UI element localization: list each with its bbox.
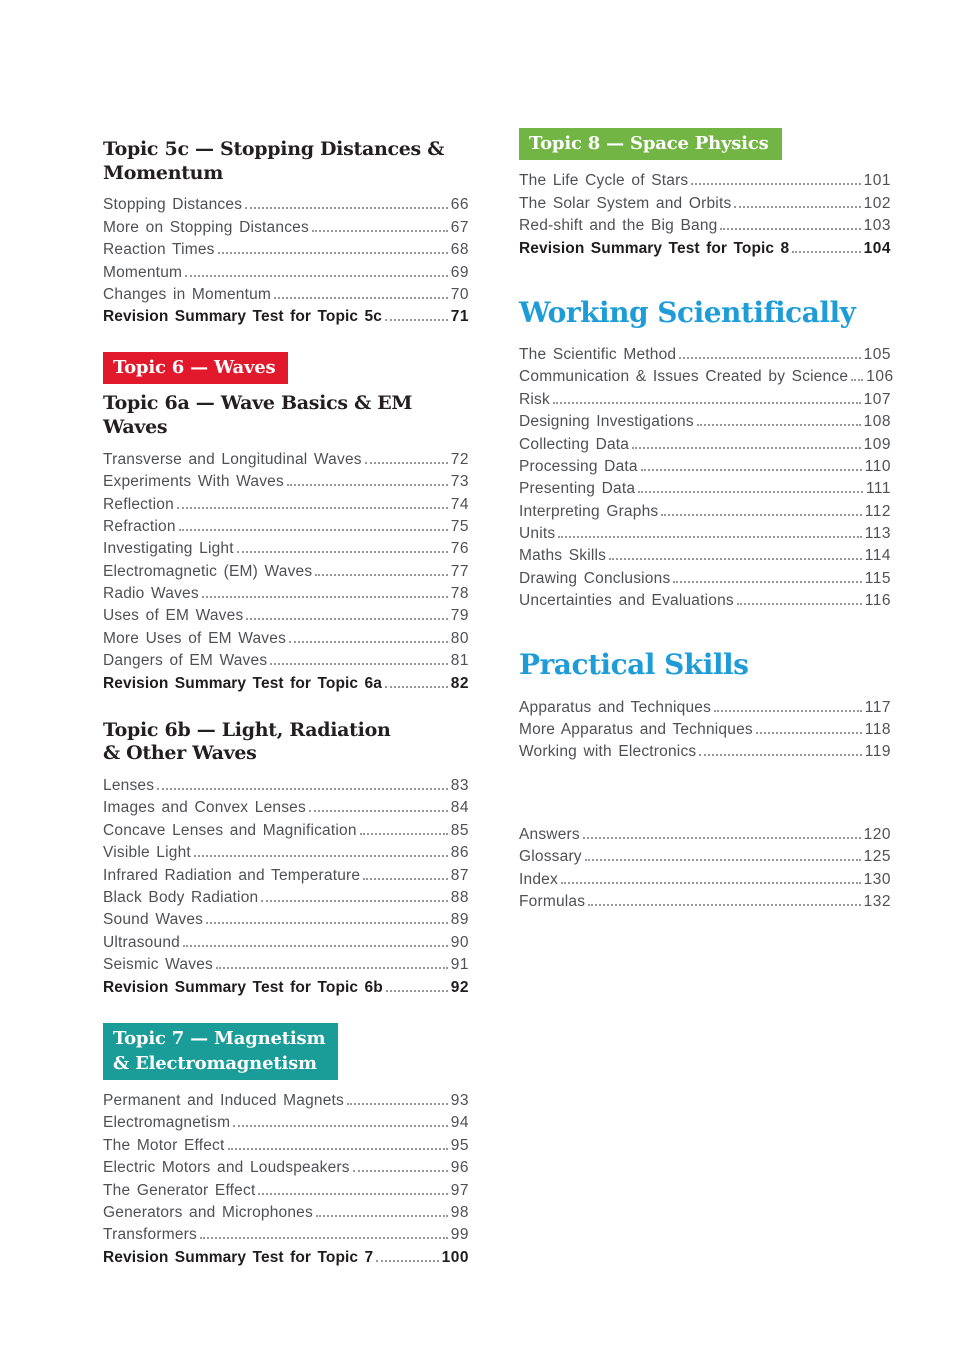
toc-entry (519, 454, 891, 476)
entry-title: Permanent and Induced Magnets (103, 1091, 345, 1109)
entry-page-number: 99 (450, 1226, 469, 1244)
entry-page-number: 72 (450, 450, 469, 468)
entry-title: Stopping Distances (103, 196, 243, 214)
toc-entry (103, 817, 469, 839)
heading-line: & Other Waves (103, 742, 257, 765)
dotted-leader (376, 1260, 438, 1262)
dotted-leader (720, 228, 860, 230)
entry-page-number: 98 (450, 1203, 469, 1221)
dotted-leader (347, 1103, 448, 1105)
entry-title: Risk (519, 390, 550, 408)
dotted-leader (756, 732, 862, 734)
entry-title: Red-shift and the Big Bang (519, 217, 718, 235)
entry-page-number: 80 (450, 629, 469, 647)
dotted-leader (588, 904, 860, 906)
dotted-leader (315, 574, 447, 576)
dotted-leader (661, 514, 861, 516)
toc-entry (103, 1200, 469, 1222)
entry-title: Infrared Radiation and Temperature (103, 866, 361, 884)
dotted-leader (641, 469, 862, 471)
entry-page-number: 103 (863, 217, 891, 235)
entry-title: Revision Summary Test for Topic 6a (103, 674, 382, 692)
dotted-leader (194, 855, 448, 857)
toc-entry-group (103, 773, 469, 997)
heading-line: Practical Skills (519, 648, 749, 682)
dotted-leader (734, 206, 860, 208)
entry-title: Lenses (103, 777, 155, 795)
entry-page-number: 100 (441, 1248, 469, 1266)
dotted-leader (261, 900, 447, 902)
entry-page-number: 109 (863, 435, 891, 453)
entry-title: The Motor Effect (103, 1136, 225, 1154)
entry-title: Visible Light (103, 844, 191, 862)
toc-entry (103, 491, 469, 513)
toc-entry (103, 214, 469, 236)
toc-entry (103, 862, 469, 884)
dotted-leader (561, 882, 861, 884)
entry-page-number: 79 (450, 607, 469, 625)
entry-title: Generators and Microphones (103, 1203, 313, 1221)
entry-page-number: 130 (863, 870, 891, 888)
dotted-leader (714, 710, 862, 712)
entry-page-number: 68 (450, 241, 469, 259)
toc-entry (519, 694, 891, 716)
entry-title: Concave Lenses and Magnification (103, 821, 357, 839)
toc-entry (103, 469, 469, 491)
entry-page-number: 101 (863, 172, 891, 190)
entry-page-number: 75 (450, 517, 469, 535)
heading-line: Topic 6 — Waves (113, 357, 276, 379)
entry-page-number: 91 (450, 956, 469, 974)
toc-entry (103, 773, 469, 795)
toc-entry (103, 795, 469, 817)
entry-title: Electromagnetic (EM) Waves (103, 562, 313, 580)
topic-banner (103, 1023, 338, 1080)
toc-entry (519, 521, 891, 543)
dotted-leader (157, 788, 448, 790)
entry-page-number: 95 (450, 1136, 469, 1154)
entry-title: Changes in Momentum (103, 285, 272, 303)
dotted-leader (737, 603, 862, 605)
entry-title: Reaction Times (103, 241, 215, 259)
entry-page-number: 114 (864, 547, 891, 565)
toc-entry (103, 259, 469, 281)
toc-entry (103, 974, 469, 996)
entry-page-number: 97 (450, 1181, 469, 1199)
entry-page-number: 89 (450, 911, 469, 929)
dotted-leader (360, 833, 448, 835)
heading-line: Topic 8 — Space Physics (529, 133, 769, 154)
entry-page-number: 81 (450, 652, 469, 670)
entry-title: More Apparatus and Techniques (519, 721, 753, 739)
entry-title: Transverse and Longitudinal Waves (103, 450, 362, 468)
entry-title: Ultrasound (103, 933, 180, 951)
entry-title: Revision Summary Test for Topic 8 (519, 239, 790, 257)
dotted-leader (185, 275, 448, 277)
dotted-leader (385, 686, 448, 688)
entry-page-number: 85 (450, 821, 469, 839)
toc-entry (519, 717, 891, 739)
entry-title: The Solar System and Orbits (519, 194, 732, 212)
toc-entry-group (519, 821, 891, 911)
topic-heading (103, 719, 469, 766)
dotted-leader (553, 402, 861, 404)
dotted-leader (177, 507, 448, 509)
topic-heading (103, 392, 469, 439)
entry-title: Electric Motors and Loudspeakers (103, 1159, 350, 1177)
dotted-leader (697, 424, 861, 426)
entry-title: Seismic Waves (103, 956, 213, 974)
dotted-leader (289, 641, 448, 643)
dotted-leader (206, 922, 448, 924)
entry-page-number: 90 (450, 933, 469, 951)
toc-entry (519, 342, 891, 364)
dotted-leader (558, 536, 861, 538)
toc-entry (103, 237, 469, 259)
toc-entry (103, 885, 469, 907)
entry-title: Reflection (103, 495, 174, 513)
toc-entry (103, 514, 469, 536)
dotted-leader (287, 484, 448, 486)
entry-page-number: 86 (450, 844, 469, 862)
dotted-leader (246, 618, 447, 620)
entry-page-number: 73 (450, 473, 469, 491)
toc-entry (519, 889, 891, 911)
heading-line: Topic 6b — Light, Radiation (103, 718, 391, 741)
left-column (103, 128, 469, 1360)
toc-entry-group (103, 192, 469, 326)
entry-page-number: 69 (450, 263, 469, 281)
entry-page-number: 78 (450, 585, 469, 603)
entry-title: The Scientific Method (519, 345, 677, 363)
toc-entry (519, 866, 891, 888)
toc-entry (519, 386, 891, 408)
toc-entry (103, 1222, 469, 1244)
entry-title: Revision Summary Test for Topic 5c (103, 308, 382, 326)
entry-title: Sound Waves (103, 911, 204, 929)
entry-title: The Generator Effect (103, 1181, 256, 1199)
entry-title: Electromagnetism (103, 1114, 231, 1132)
toc-entry (519, 409, 891, 431)
dotted-leader (237, 551, 448, 553)
toc-entry (103, 1132, 469, 1154)
dotted-leader (385, 319, 448, 321)
dotted-leader (679, 357, 860, 359)
dotted-leader (202, 596, 448, 598)
dotted-leader (179, 529, 448, 531)
entry-title: Uses of EM Waves (103, 607, 244, 625)
toc-entry (103, 603, 469, 625)
entry-title: Images and Convex Lenses (103, 799, 306, 817)
toc-entry (519, 213, 891, 235)
entry-page-number: 110 (864, 457, 891, 475)
entry-page-number: 106 (866, 368, 894, 386)
toc-entry (519, 844, 891, 866)
entry-page-number: 119 (864, 743, 891, 761)
toc-entry (519, 235, 891, 257)
heading-line: Momentum (103, 161, 224, 184)
dotted-leader (699, 754, 861, 756)
toc-entry (519, 821, 891, 843)
entry-title: Investigating Light (103, 540, 234, 558)
entry-title: Answers (519, 825, 580, 843)
entry-page-number: 107 (863, 390, 891, 408)
dotted-leader (585, 859, 861, 861)
dotted-leader (386, 990, 448, 992)
entry-page-number: 118 (864, 721, 891, 739)
toc-entry (103, 446, 469, 468)
toc-entry (519, 168, 891, 190)
entry-page-number: 112 (864, 502, 891, 520)
toc-entry (103, 929, 469, 951)
dotted-leader (309, 810, 448, 812)
entry-title: Maths Skills (519, 547, 607, 565)
entry-title: Dangers of EM Waves (103, 652, 268, 670)
entry-title: Glossary (519, 848, 582, 866)
entry-title: Collecting Data (519, 435, 630, 453)
toc-entry (103, 192, 469, 214)
toc-entry (103, 625, 469, 647)
dotted-leader (316, 1215, 448, 1217)
entry-page-number: 74 (450, 495, 469, 513)
toc-entry (103, 1110, 469, 1132)
dotted-leader (270, 663, 447, 665)
toc-entry-group (519, 694, 891, 761)
dotted-leader (363, 878, 448, 880)
toc-entry-group (103, 1088, 469, 1267)
entry-page-number: 66 (450, 196, 469, 214)
entry-page-number: 113 (864, 525, 891, 543)
entry-page-number: 115 (864, 569, 891, 587)
entry-title: Momentum (103, 263, 183, 281)
heading-line: Topic 5c — Stopping Distances & (103, 138, 445, 160)
toc-entry (103, 581, 469, 603)
entry-title: Processing Data (519, 457, 638, 475)
dotted-leader (218, 252, 448, 254)
entry-page-number: 70 (450, 285, 469, 303)
toc-entry (519, 543, 891, 565)
dotted-leader (245, 207, 448, 209)
toc-entry (519, 739, 891, 761)
entry-page-number: 67 (450, 218, 469, 236)
entry-page-number: 83 (450, 777, 469, 795)
toc-entry (103, 558, 469, 580)
toc-entry (103, 1244, 469, 1266)
toc-entry (103, 840, 469, 862)
entry-title: Radio Waves (103, 585, 199, 603)
entry-page-number: 105 (863, 345, 891, 363)
toc-entry (519, 588, 891, 610)
dotted-leader (609, 558, 862, 560)
dotted-leader (258, 1193, 447, 1195)
dotted-leader (183, 945, 448, 947)
toc-entry-group (103, 446, 469, 692)
entry-title: Revision Summary Test for Topic 6b (103, 978, 383, 996)
entry-page-number: 108 (863, 413, 891, 431)
entry-title: Interpreting Graphs (519, 502, 659, 520)
toc-entry (103, 304, 469, 326)
entry-page-number: 117 (864, 698, 891, 716)
toc-entry (103, 1155, 469, 1177)
right-column (519, 128, 894, 1360)
heading-line: & Electromagnetism (113, 1052, 317, 1074)
heading-line: Topic 7 — Magnetism (113, 1027, 326, 1049)
toc-entry (519, 498, 891, 520)
dotted-leader (583, 837, 861, 839)
entry-title: Refraction (103, 517, 176, 535)
dotted-leader (638, 491, 863, 493)
entry-title: Designing Investigations (519, 413, 694, 431)
entry-title: Presenting Data (519, 480, 636, 498)
dotted-leader (673, 581, 861, 583)
dotted-leader (353, 1170, 448, 1172)
entry-title: Black Body Radiation (103, 888, 259, 906)
entry-page-number: 87 (450, 866, 469, 884)
entry-title: Transformers (103, 1226, 197, 1244)
entry-page-number: 93 (450, 1091, 469, 1109)
entry-page-number: 125 (863, 848, 891, 866)
toc-entry (103, 907, 469, 929)
toc-entry (519, 476, 891, 498)
toc-entry (519, 565, 891, 587)
entry-title: Formulas (519, 892, 586, 910)
topic-banner (103, 352, 288, 384)
entry-title: Drawing Conclusions (519, 569, 671, 587)
toc-entry (519, 431, 891, 453)
section-title (519, 650, 891, 680)
topic-heading (103, 138, 469, 185)
entry-page-number: 116 (864, 592, 891, 610)
entry-page-number: 132 (863, 892, 891, 910)
entry-page-number: 104 (863, 239, 891, 257)
toc-entry-group (519, 342, 894, 611)
toc-entry (103, 1177, 469, 1199)
toc-entry (103, 648, 469, 670)
entry-page-number: 77 (450, 562, 469, 580)
dotted-leader (228, 1148, 448, 1150)
toc-entry (103, 536, 469, 558)
topic-banner (519, 128, 782, 160)
entry-title: Apparatus and Techniques (519, 698, 712, 716)
entry-page-number: 102 (863, 194, 891, 212)
dotted-leader (233, 1125, 448, 1127)
dotted-leader (691, 183, 860, 185)
entry-title: Communication & Issues Created by Science (519, 368, 849, 386)
toc-entry (519, 190, 891, 212)
entry-title: Working with Electronics (519, 743, 697, 761)
heading-line: Topic 6a — Wave Basics & EM Waves (103, 392, 413, 438)
entry-title: Revision Summary Test for Topic 7 (103, 1248, 374, 1266)
entry-page-number: 111 (865, 480, 891, 498)
dotted-leader (274, 297, 448, 299)
entry-title: More on Stopping Distances (103, 218, 309, 236)
toc-entry (103, 282, 469, 304)
section-title (519, 295, 891, 329)
toc-entry (103, 670, 469, 692)
dotted-leader (851, 379, 863, 381)
entry-title: Uncertainties and Evaluations (519, 592, 734, 610)
toc-entry-group (519, 168, 891, 258)
entry-title: Units (519, 525, 556, 543)
entry-page-number: 88 (450, 888, 469, 906)
spacer (519, 787, 891, 821)
dotted-leader (792, 251, 860, 253)
entry-title: The Life Cycle of Stars (519, 172, 689, 190)
heading-line: Working Scientifically (519, 295, 856, 329)
entry-title: Experiments With Waves (103, 473, 284, 491)
entry-page-number: 94 (450, 1114, 469, 1132)
toc-entry (103, 952, 469, 974)
entry-page-number: 82 (450, 674, 469, 692)
entry-page-number: 76 (450, 540, 469, 558)
toc-entry (519, 364, 894, 386)
dotted-leader (200, 1237, 448, 1239)
entry-page-number: 120 (863, 825, 891, 843)
toc-entry (103, 1088, 469, 1110)
entry-page-number: 71 (450, 308, 469, 326)
dotted-leader (216, 967, 448, 969)
dotted-leader (365, 462, 448, 464)
entry-title: More Uses of EM Waves (103, 629, 287, 647)
entry-page-number: 92 (450, 978, 469, 996)
entry-page-number: 96 (450, 1159, 469, 1177)
dotted-leader (632, 447, 861, 449)
entry-page-number: 84 (450, 799, 469, 817)
entry-title: Index (519, 870, 558, 888)
dotted-leader (312, 230, 448, 232)
